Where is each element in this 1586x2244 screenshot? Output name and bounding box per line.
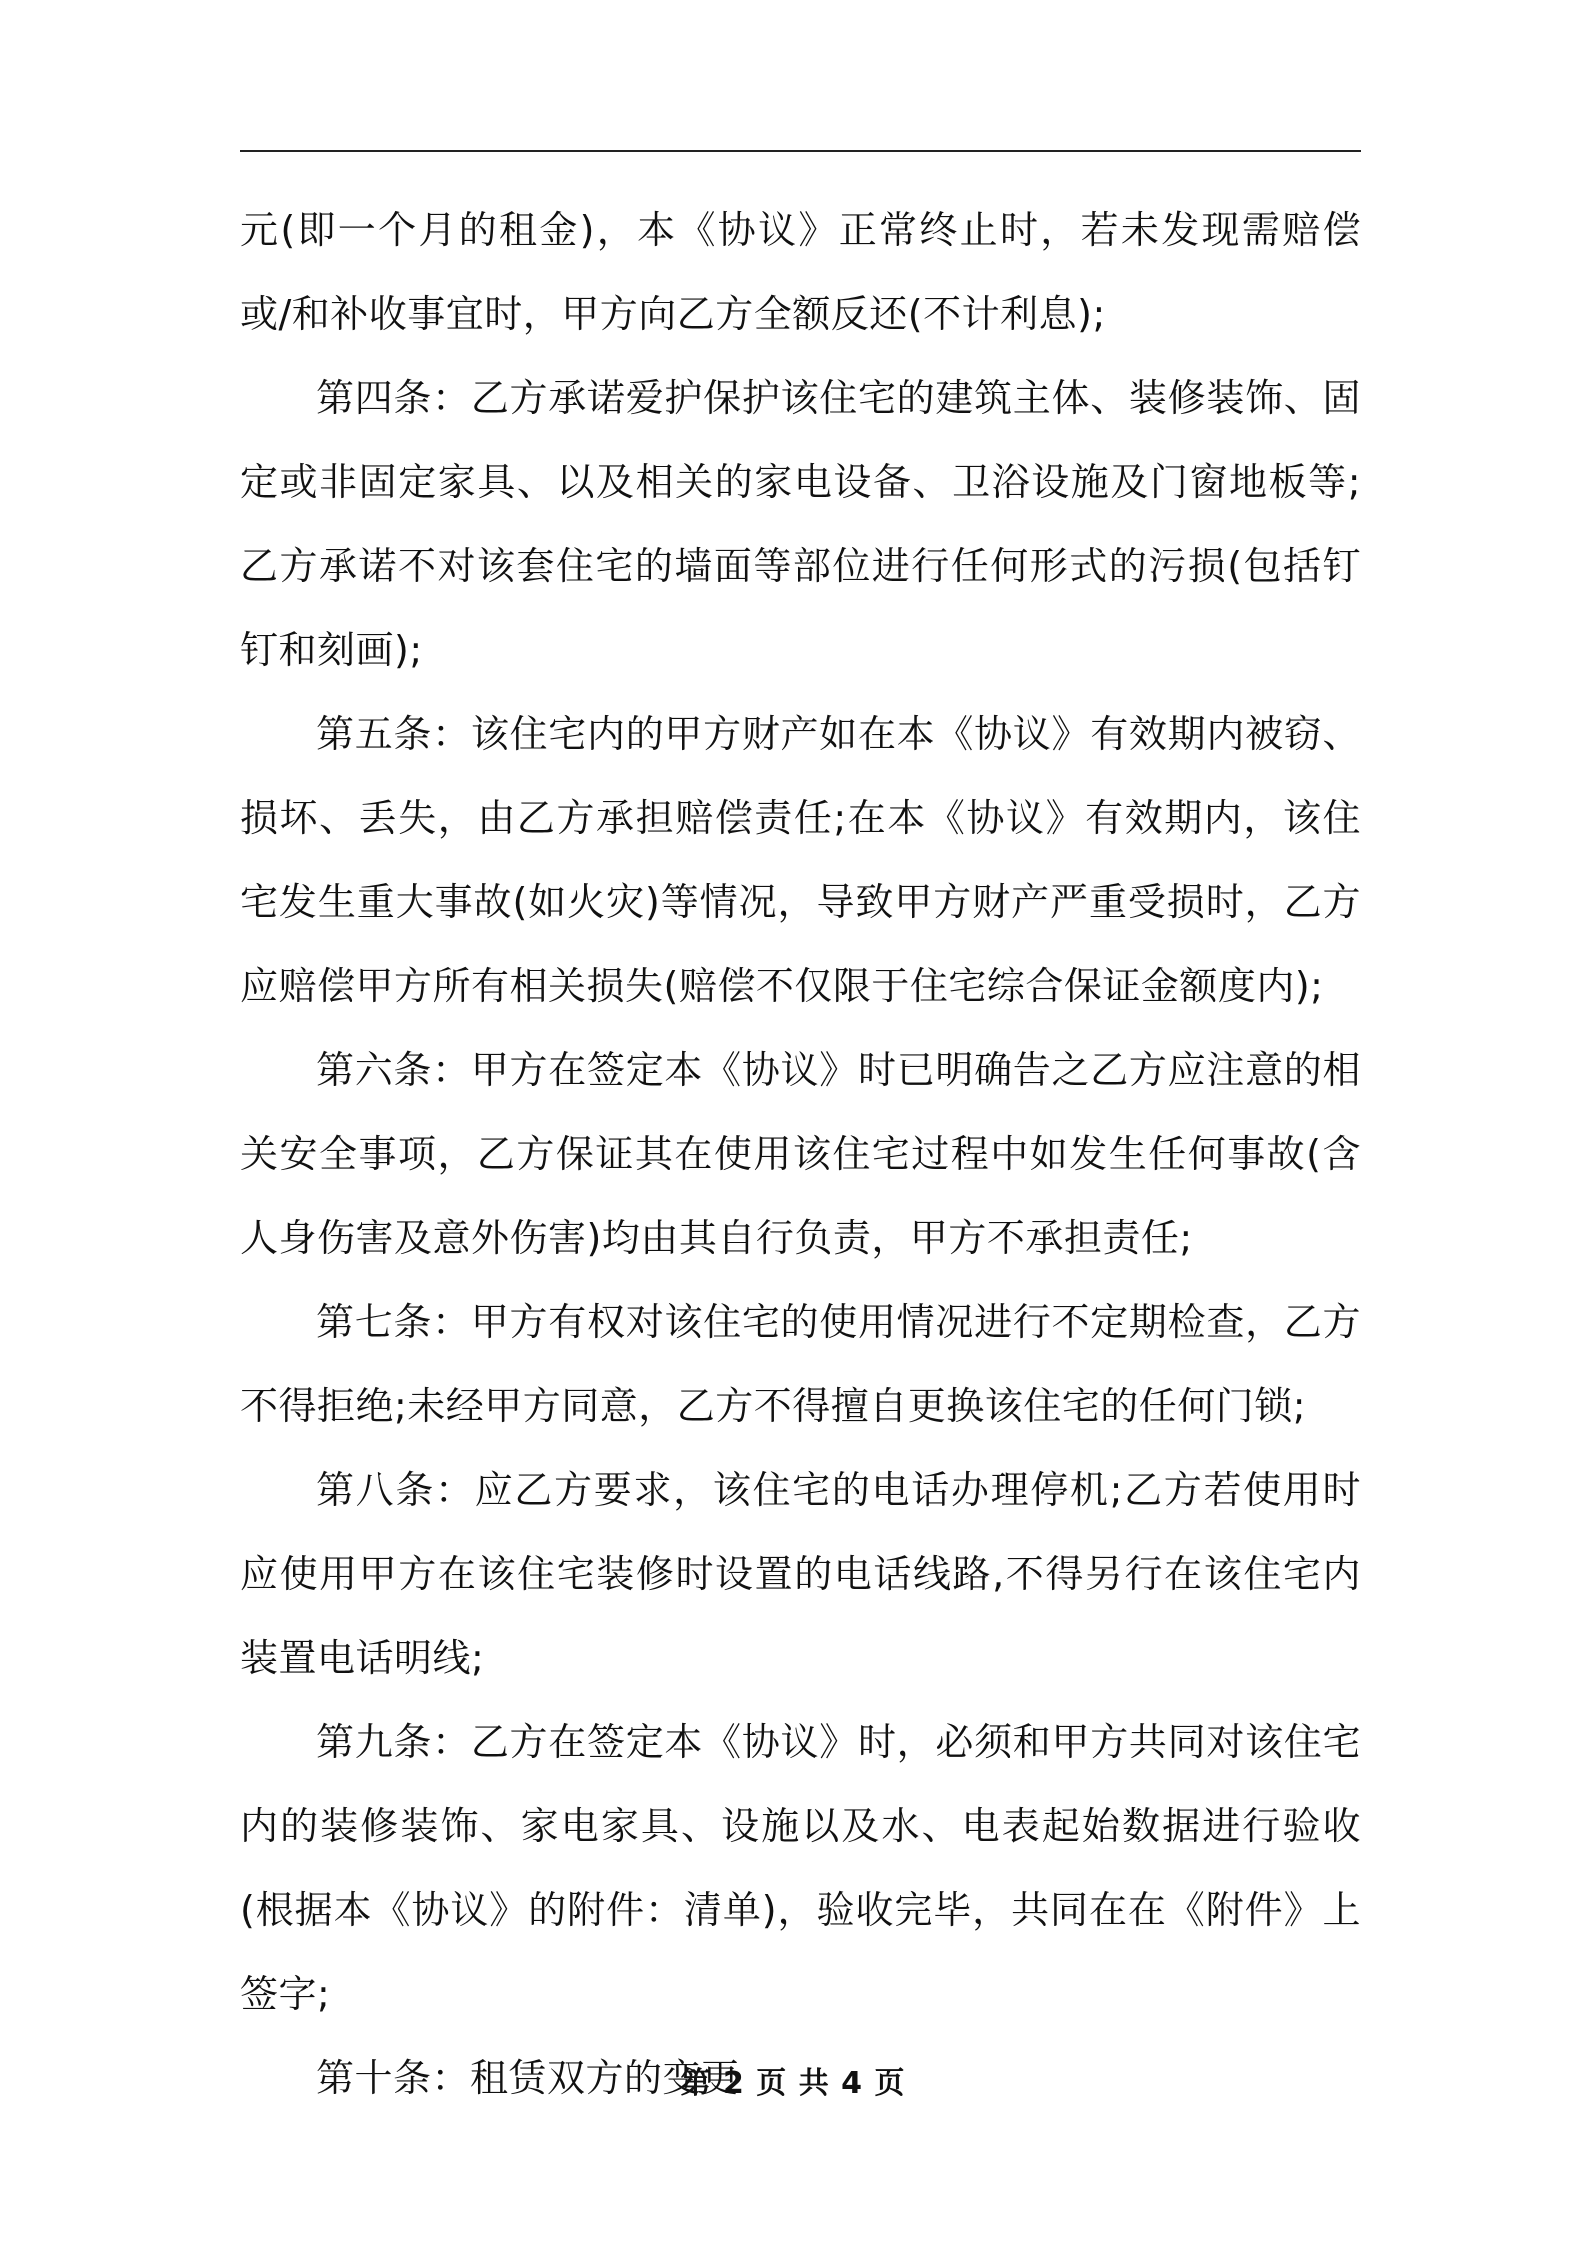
header-rule bbox=[240, 150, 1361, 152]
paragraph-article-6: 第六条：甲方在签定本《协议》时已明确告之乙方应注意的相关安全事项，乙方保证其在使用该住宅过程中如发生任何事故(含人身伤害及意外伤害)均由其自行负责，甲方不承担责任; bbox=[240, 1048, 1361, 1260]
paragraph-article-4: 第四条：乙方承诺爱护保护该住宅的建筑主体、装修装饰、固定或非固定家具、以及相关的家电设备、卫浴设施及门窗地板等;乙方承诺不对该套住宅的墙面等部位进行任何形式的污损(包括钉钉和刻画); bbox=[240, 376, 1361, 672]
paragraph-continuation: 元(即一个月的租金)，本《协议》正常终止时，若未发现需赔偿或/和补收事宜时，甲方向乙方全额反还(不计利息); bbox=[240, 208, 1361, 336]
page-number: 第 2 页 共 4 页 bbox=[680, 2066, 906, 2101]
paragraph-article-9: 第九条：乙方在签定本《协议》时，必须和甲方共同对该住宅内的装修装饰、家电家具、设施以及水、电表起始数据进行验收(根据本《协议》的附件：清单)，验收完毕，共同在在《附件》上签字; bbox=[240, 1720, 1361, 2016]
paragraph-article-5: 第五条：该住宅内的甲方财产如在本《协议》有效期内被窃、损坏、丢失，由乙方承担赔偿责任;在本《协议》有效期内，该住宅发生重大事故(如火灾)等情况，导致甲方财产严重受损时，乙方应赔偿甲方所有相关损失(赔偿不仅限于住宅综合保证金额度内); bbox=[240, 712, 1361, 1008]
paragraph-article-7: 第七条：甲方有权对该住宅的使用情况进行不定期检查，乙方不得拒绝;未经甲方同意，乙方不得擅自更换该住宅的任何门锁; bbox=[240, 1300, 1361, 1428]
document-body bbox=[240, 188, 1361, 2120]
paragraph-article-10: 第十条：租赁双方的变更 bbox=[316, 2056, 740, 2100]
paragraph-article-8: 第八条：应乙方要求，该住宅的电话办理停机;乙方若使用时应使用甲方在该住宅装修时设置的电话线路,不得另行在该住宅内装置电话明线; bbox=[240, 1468, 1361, 1680]
